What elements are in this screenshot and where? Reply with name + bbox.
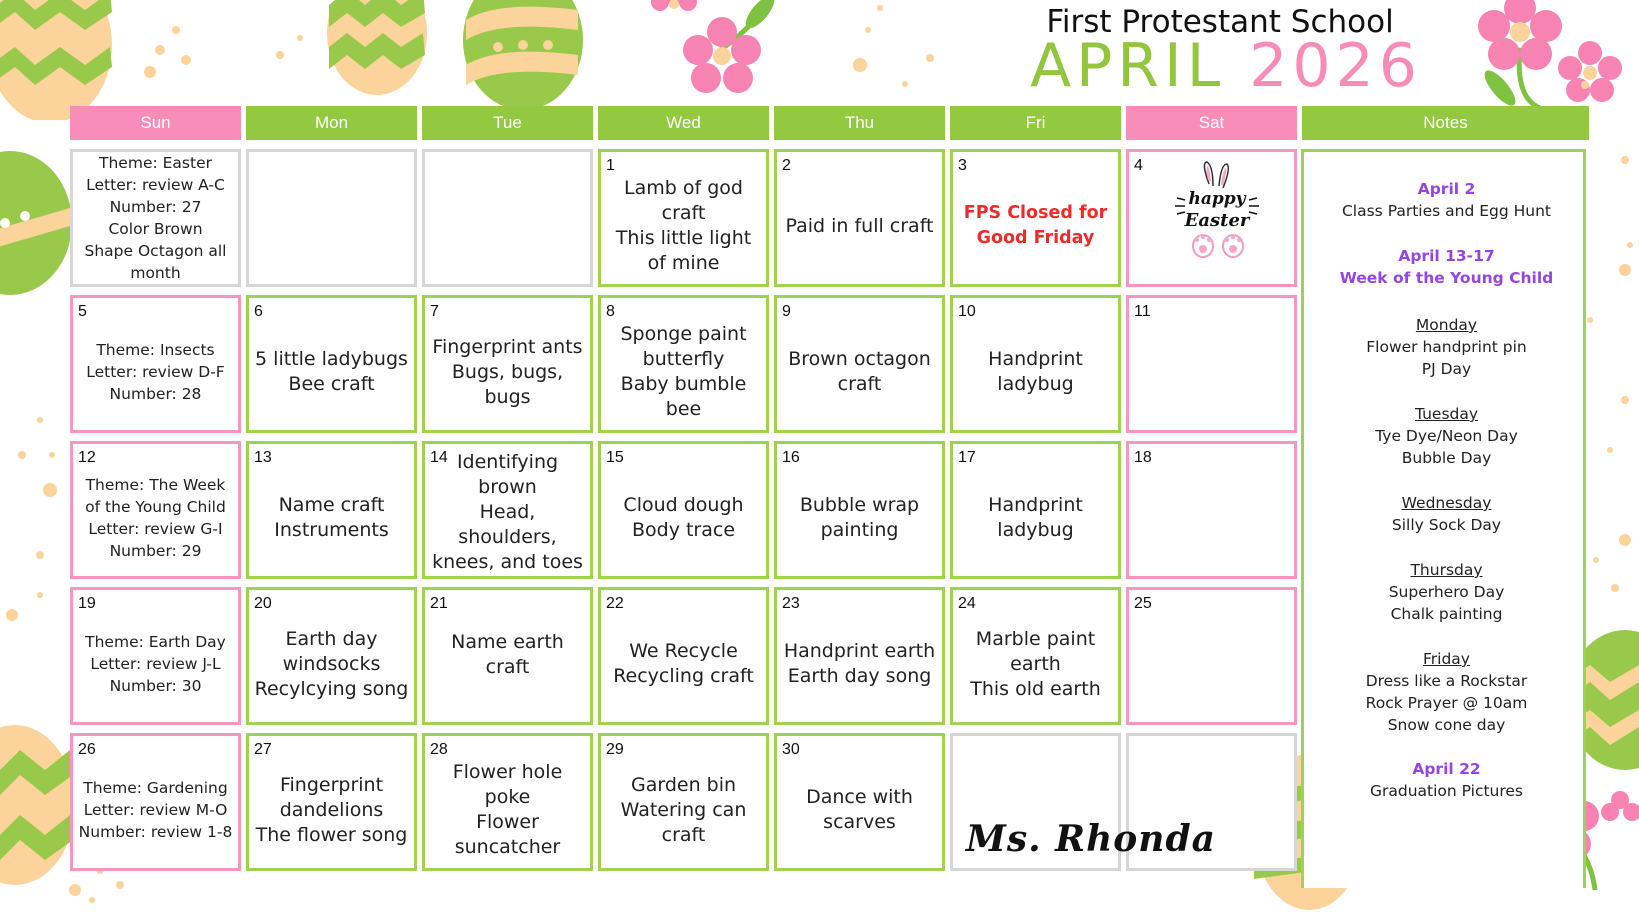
note-date-april-2: April 2 bbox=[1417, 180, 1476, 198]
day-number: 6 bbox=[254, 303, 263, 320]
day-number: 7 bbox=[430, 303, 439, 320]
day-number: 11 bbox=[1134, 303, 1151, 320]
year: 2026 bbox=[1249, 31, 1422, 101]
note-friday-label: Friday bbox=[1423, 650, 1470, 668]
day-number: 28 bbox=[430, 741, 448, 758]
day-number: 30 bbox=[782, 741, 800, 758]
day-number: 19 bbox=[78, 595, 96, 612]
weekly-theme-note: Theme: Earth Day Letter: review J-L Number: 30 bbox=[85, 633, 226, 695]
day-number: 9 bbox=[782, 303, 791, 320]
weekly-theme-note: Theme: Gardening Letter: review M-O Number: review 1-8 bbox=[78, 779, 233, 841]
day-cell-25 bbox=[1126, 587, 1297, 725]
day-number: 1 bbox=[606, 157, 615, 174]
note-monday-text: Flower handprint pin PJ Day bbox=[1366, 338, 1527, 378]
svg-text:Easter: Easter bbox=[1184, 210, 1250, 231]
svg-text:happy: happy bbox=[1188, 189, 1246, 209]
day-number: 26 bbox=[78, 741, 96, 758]
easter-egg-decoration bbox=[0, 148, 75, 298]
day-activity: Garden bin Watering can craft bbox=[620, 773, 747, 846]
day-number: 17 bbox=[958, 449, 976, 466]
closure-notice: FPS Closed for Good Friday bbox=[963, 203, 1108, 248]
day-activity: Dance with scarves bbox=[806, 786, 913, 833]
day-number: 15 bbox=[606, 449, 624, 466]
day-cell-11 bbox=[1126, 295, 1297, 433]
day-activity: Flower hole poke Flower suncatcher bbox=[452, 761, 563, 858]
day-cell-2 bbox=[774, 149, 945, 287]
header-tue: Tue bbox=[422, 106, 593, 140]
day-number: 27 bbox=[254, 741, 272, 758]
day-number: 14 bbox=[430, 449, 448, 466]
day-cell-14 bbox=[422, 441, 593, 579]
day-cell-21 bbox=[422, 587, 593, 725]
easter-egg-decoration bbox=[458, 0, 588, 110]
day-number: 25 bbox=[1134, 595, 1152, 612]
day-cell-28 bbox=[422, 733, 593, 871]
day-cell-7 bbox=[422, 295, 593, 433]
easter-egg-decoration bbox=[0, 0, 130, 120]
day-number: 4 bbox=[1134, 157, 1143, 174]
notes-panel bbox=[1301, 149, 1586, 888]
day-number: 20 bbox=[254, 595, 272, 612]
happy-easter-logo bbox=[1171, 160, 1263, 260]
header-sun: Sun bbox=[70, 106, 241, 140]
note-thursday-label: Thursday bbox=[1410, 561, 1483, 579]
day-cell-23 bbox=[774, 587, 945, 725]
day-cell-sun-week1 bbox=[70, 149, 241, 287]
note-week-of-young-child: April 13-17 Week of the Young Child bbox=[1339, 247, 1554, 287]
teacher-signature: Ms. Rhonda bbox=[966, 818, 1216, 860]
header-sat: Sat bbox=[1126, 106, 1297, 140]
day-activity: Fingerprint dandelions The flower song bbox=[255, 773, 408, 846]
day-cell-12 bbox=[70, 441, 241, 579]
day-cell-17 bbox=[950, 441, 1121, 579]
note-tuesday-label: Tuesday bbox=[1414, 405, 1479, 423]
day-cell-30 bbox=[774, 733, 945, 871]
note-friday-text: Dress like a Rockstar Rock Prayer @ 10am Snow cone day bbox=[1365, 672, 1528, 734]
weekly-theme-note: Theme: Insects Letter: review D-F Number: 28 bbox=[86, 341, 225, 403]
day-activity: Handprint earth Earth day song bbox=[783, 640, 936, 687]
note-wednesday-label: Wednesday bbox=[1401, 494, 1492, 512]
day-cell-20 bbox=[246, 587, 417, 725]
day-activity: Bubble wrap painting bbox=[799, 494, 920, 541]
day-cell-5 bbox=[70, 295, 241, 433]
day-number: 24 bbox=[958, 595, 976, 612]
day-cell-3 bbox=[950, 149, 1121, 287]
header-notes: Notes bbox=[1302, 106, 1589, 140]
day-activity: Earth day windsocks Recylcying song bbox=[254, 627, 409, 700]
day-number: 3 bbox=[958, 157, 967, 174]
day-number: 5 bbox=[78, 303, 87, 320]
day-activity: Name earth craft bbox=[451, 631, 564, 678]
day-cell-13 bbox=[246, 441, 417, 579]
day-activity: Brown octagon craft bbox=[788, 348, 931, 395]
day-activity: Paid in full craft bbox=[785, 214, 934, 237]
month-title bbox=[1016, 31, 1436, 101]
day-cell-24 bbox=[950, 587, 1121, 725]
header-mon: Mon bbox=[246, 106, 417, 140]
day-cell-15 bbox=[598, 441, 769, 579]
day-number: 8 bbox=[606, 303, 615, 320]
day-cell-9 bbox=[774, 295, 945, 433]
day-cell-29 bbox=[598, 733, 769, 871]
day-cell-27 bbox=[246, 733, 417, 871]
day-number: 29 bbox=[606, 741, 624, 758]
school-name: First Protestant School bbox=[1046, 4, 1394, 40]
day-number: 2 bbox=[782, 157, 791, 174]
empty-day-cell bbox=[246, 149, 417, 287]
day-activity: Sponge paint butterfly Baby bumble bee bbox=[620, 323, 747, 420]
day-cell-26 bbox=[70, 733, 241, 871]
day-cell-18 bbox=[1126, 441, 1297, 579]
day-cell-8 bbox=[598, 295, 769, 433]
day-number: 13 bbox=[254, 449, 272, 466]
day-cell-4 bbox=[1126, 149, 1297, 287]
note-graduation-pictures: Graduation Pictures bbox=[1369, 782, 1524, 800]
header-wed: Wed bbox=[598, 106, 769, 140]
note-thursday-text: Superhero Day Chalk painting bbox=[1388, 583, 1505, 623]
flower-decoration bbox=[650, 0, 800, 110]
month-name: APRIL bbox=[1030, 31, 1226, 101]
day-number: 18 bbox=[1134, 449, 1152, 466]
weekly-theme-note: Theme: The Week of the Young Child Letter: review G-I Number: 29 bbox=[85, 476, 226, 560]
day-activity: Lamb of god craft This little light of mine bbox=[615, 177, 752, 274]
day-number: 23 bbox=[782, 595, 800, 612]
day-number: 10 bbox=[958, 303, 976, 320]
day-cell-1 bbox=[598, 149, 769, 287]
day-activity: Fingerprint ants Bugs, bugs, bugs bbox=[432, 335, 583, 408]
day-cell-10 bbox=[950, 295, 1121, 433]
day-number: 12 bbox=[78, 449, 96, 466]
note-class-parties: Class Parties and Egg Hunt bbox=[1341, 202, 1551, 220]
day-number: 16 bbox=[782, 449, 800, 466]
day-number: 21 bbox=[430, 595, 448, 612]
day-activity: Handprint ladybug bbox=[988, 348, 1083, 395]
note-wednesday-text: Silly Sock Day bbox=[1391, 516, 1502, 534]
day-activity: 5 little ladybugs Bee craft bbox=[255, 348, 408, 395]
weekly-theme-note: Theme: Easter Letter: review A-C Number: 27 Color Brown Shape Octagon all month bbox=[84, 154, 227, 282]
day-activity: Marble paint earth This old earth bbox=[970, 627, 1101, 700]
day-number: 22 bbox=[606, 595, 624, 612]
day-activity: Handprint ladybug bbox=[988, 494, 1083, 541]
easter-egg-decoration bbox=[0, 725, 75, 885]
note-tuesday-text: Tye Dye/Neon Day Bubble Day bbox=[1375, 427, 1518, 467]
day-cell-22 bbox=[598, 587, 769, 725]
day-activity: Name craft Instruments bbox=[274, 494, 389, 541]
empty-day-cell bbox=[422, 149, 593, 287]
note-date-april-22: April 22 bbox=[1412, 760, 1481, 778]
day-cell-16 bbox=[774, 441, 945, 579]
header-fri: Fri bbox=[950, 106, 1121, 140]
day-activity: Identifying brown Head, shoulders, knees, and toes bbox=[432, 450, 583, 573]
easter-egg-decoration bbox=[325, 0, 430, 95]
day-activity: We Recycle Recycling craft bbox=[613, 640, 754, 687]
day-cell-19 bbox=[70, 587, 241, 725]
day-activity: Cloud dough Body trace bbox=[623, 494, 744, 541]
header-thu: Thu bbox=[774, 106, 945, 140]
note-monday-label: Monday bbox=[1415, 316, 1478, 334]
day-cell-6 bbox=[246, 295, 417, 433]
